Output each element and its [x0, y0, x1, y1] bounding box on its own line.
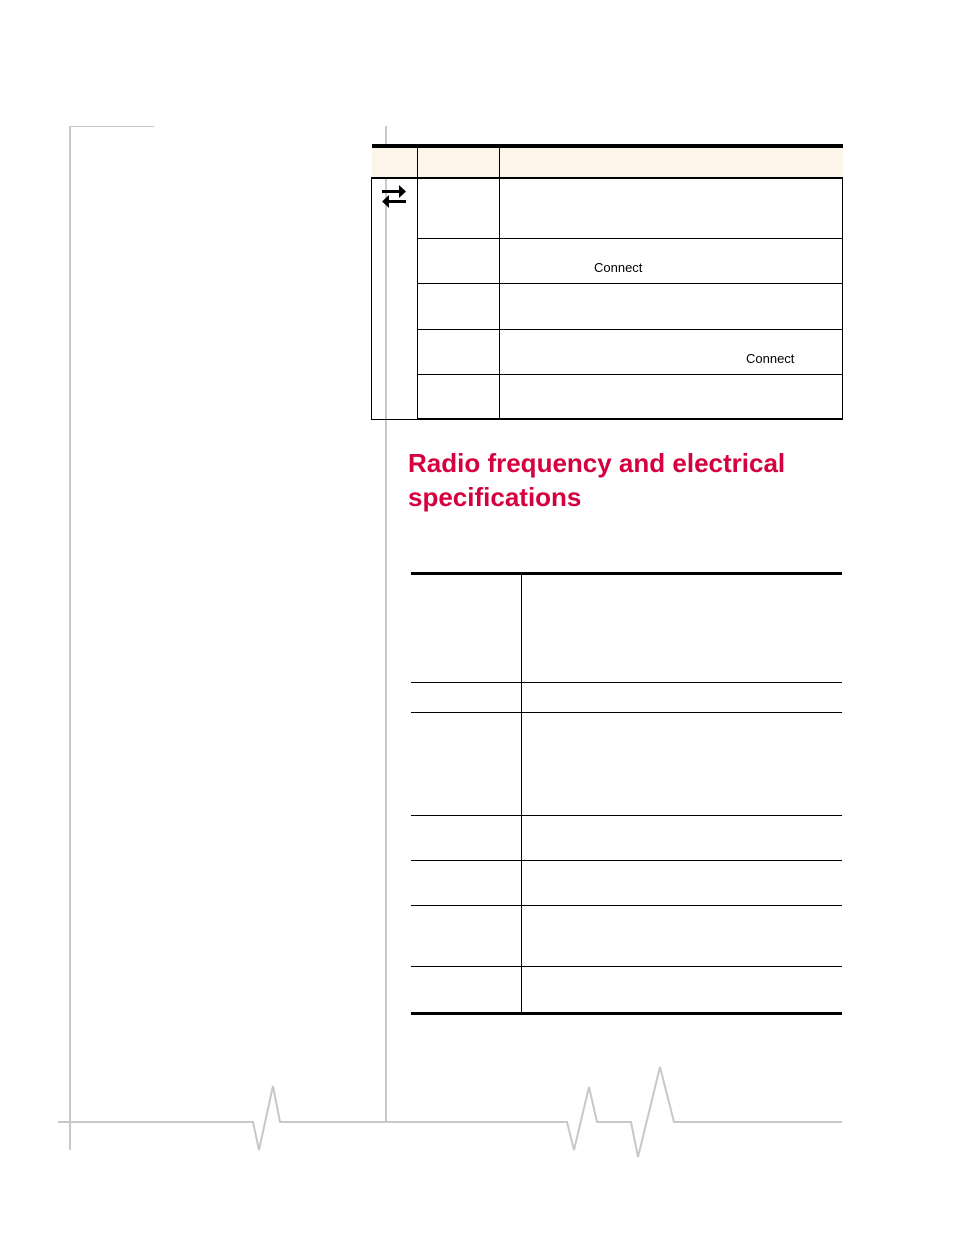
top-margin-rule: [69, 126, 154, 127]
table-row: [411, 574, 842, 683]
header-icon: [372, 146, 418, 178]
spec-label: [411, 861, 521, 906]
header-description: [500, 146, 843, 178]
table-row: [372, 375, 843, 419]
spec-label: [411, 713, 521, 816]
description-cell: [500, 178, 843, 238]
table-row: [411, 713, 842, 816]
spec-value: [521, 713, 842, 816]
spec-value: [521, 906, 842, 967]
footer-signal-wave: [0, 1050, 954, 1170]
table-row: [372, 238, 843, 283]
spec-value: [521, 683, 842, 713]
state-cell: [418, 330, 500, 375]
description-cell: [500, 283, 843, 329]
table-row: [411, 683, 842, 713]
spec-value: [521, 861, 842, 906]
transfer-arrows-icon: [379, 185, 409, 209]
table-row: [411, 816, 842, 861]
description-cell: [500, 375, 843, 419]
section-heading: Radio frequency and electrical specifications: [408, 448, 786, 512]
table-row: [372, 283, 843, 329]
table-header-row: [372, 146, 843, 178]
left-margin-rule: [69, 126, 71, 1150]
table-row: [372, 330, 843, 375]
connect-label: Connect: [594, 259, 643, 275]
spec-value: [521, 574, 842, 683]
led-status-table: [371, 144, 843, 420]
spec-label: [411, 683, 521, 713]
icon-cell: [372, 178, 418, 419]
spec-value: [521, 967, 842, 1014]
state-cell: [418, 178, 500, 238]
table-row: [372, 178, 843, 238]
rf-electrical-spec-table: [411, 572, 842, 1015]
state-cell: [418, 375, 500, 419]
state-cell: [418, 283, 500, 329]
table-row: [411, 906, 842, 967]
spec-label: [411, 816, 521, 861]
table-row: [411, 967, 842, 1014]
header-state: [418, 146, 500, 178]
description-cell: [500, 238, 843, 283]
spec-value: [521, 816, 842, 861]
spec-label: [411, 906, 521, 967]
table-row: [411, 861, 842, 906]
footer-wave-line: [58, 1067, 842, 1157]
spec-label: [411, 967, 521, 1014]
connect-label: Connect: [746, 351, 795, 367]
description-cell: [500, 330, 843, 375]
state-cell: [418, 238, 500, 283]
spec-label: [411, 574, 521, 683]
